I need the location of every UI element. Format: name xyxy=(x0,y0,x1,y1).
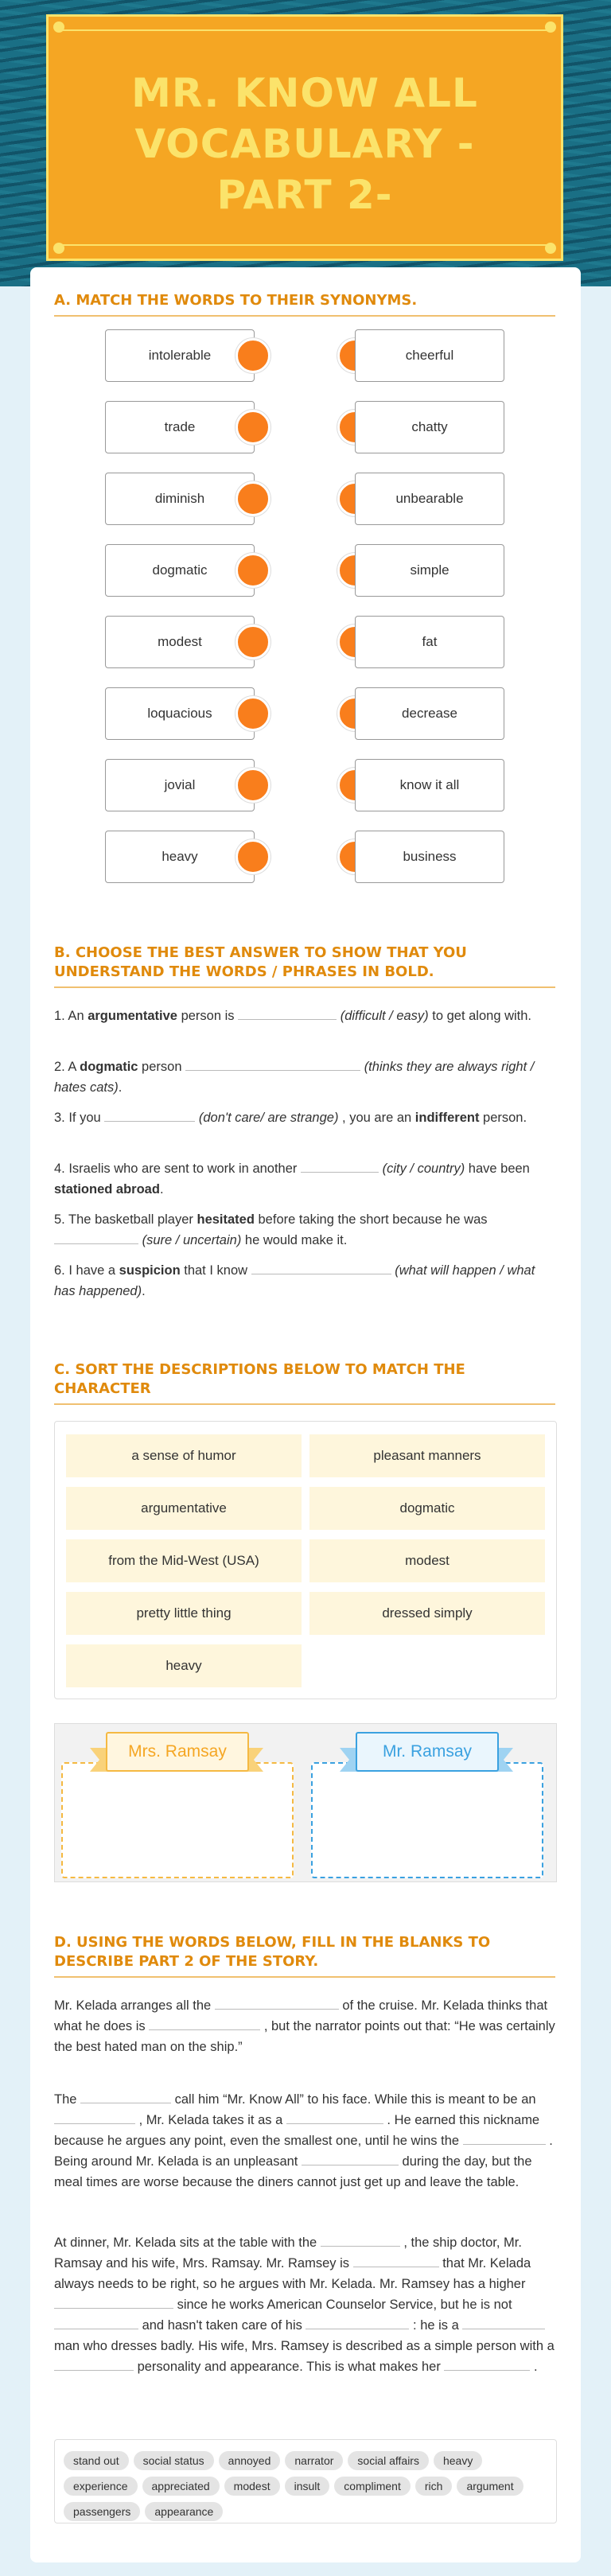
answer-blank[interactable] xyxy=(54,1232,138,1244)
match-right-item[interactable]: decrease xyxy=(355,687,504,740)
story-paragraph-1: Mr. Kelada arranges all the of the cruise. Mr. Kelada thinks that what he does is , but the narrator points out that: “He was certainly the best hated man on the ship.” xyxy=(54,1998,555,2054)
corner-dot xyxy=(53,21,64,33)
match-left-item[interactable]: jovial xyxy=(105,759,255,811)
word-chip[interactable]: argument xyxy=(457,2477,523,2496)
answer-blank[interactable] xyxy=(462,2317,545,2329)
match-connector-dot[interactable] xyxy=(235,839,270,874)
title-bottom-rule xyxy=(61,244,548,246)
match-connector-dot[interactable] xyxy=(235,481,270,516)
word-chip[interactable]: social affairs xyxy=(348,2451,429,2470)
corner-dot xyxy=(545,21,556,33)
answer-blank[interactable] xyxy=(238,1008,337,1020)
sort-item[interactable]: pretty little thing xyxy=(66,1592,302,1635)
answer-blank[interactable] xyxy=(185,1059,360,1071)
answer-blank[interactable] xyxy=(306,2317,409,2329)
sort-item[interactable]: dressed simply xyxy=(309,1592,545,1635)
sort-item[interactable]: argumentative xyxy=(66,1487,302,1530)
title-card xyxy=(46,14,563,261)
match-left-item[interactable]: modest xyxy=(105,616,255,668)
word-bank xyxy=(54,2439,557,2523)
match-connector-dot[interactable] xyxy=(235,768,270,803)
match-right-item[interactable]: business xyxy=(355,831,504,883)
answer-blank[interactable] xyxy=(54,2297,173,2309)
match-left-item[interactable]: trade xyxy=(105,401,255,453)
match-left-item[interactable]: intolerable xyxy=(105,329,255,382)
question-5: 5. The basketball player hesitated before taking the short because he was (sure / uncertain) he would make it. xyxy=(54,1212,488,1247)
answer-blank[interactable] xyxy=(54,2112,135,2124)
match-connector-dot[interactable] xyxy=(235,553,270,588)
match-right-item[interactable]: unbearable xyxy=(355,473,504,525)
match-right-item[interactable]: chatty xyxy=(355,401,504,453)
word-chip[interactable]: rich xyxy=(415,2477,453,2496)
category-label-mrs-ramsay: Mrs. Ramsay xyxy=(106,1732,249,1772)
match-left-item[interactable]: loquacious xyxy=(105,687,255,740)
word-chip[interactable]: heavy xyxy=(434,2451,482,2470)
page-title: MR. KNOW ALL VOCABULARY -PART 2- xyxy=(131,70,478,218)
question-6: 6. I have a suspicion that I know (what will happen / what has happened). xyxy=(54,1263,535,1298)
question-3: 3. If you (don't care/ are strange) , you are an indifferent person. xyxy=(54,1111,527,1125)
story-paragraph-3: At dinner, Mr. Kelada sits at the table with the , the ship doctor, Mr. Ramsay and his wife, Mrs. Ramsay. Mr. Ramsey is that Mr. Kelada always needs to be right, so he argues with Mr. Kelada. Mr. Ramsey has a higher since he works American Counselor Service, but he is not and hasn't taken care of his : he is a man who dresses badly. His wife, Mrs. Ramsey is described as a simple person with a personality and appearance. This is what makes her . xyxy=(54,2236,555,2374)
question-2: 2. A dogmatic person (thinks they are always right / hates cats). xyxy=(54,1060,535,1095)
word-chip[interactable]: narrator xyxy=(285,2451,343,2470)
answer-blank[interactable] xyxy=(54,2359,134,2371)
word-chip[interactable]: passengers xyxy=(64,2502,140,2521)
question-1: 1. An argumentative person is (difficult / easy) to get along with. xyxy=(54,1009,532,1023)
match-right-item[interactable]: fat xyxy=(355,616,504,668)
section-a-heading: A. MATCH THE WORDS TO THEIR SYNONYMS. xyxy=(54,291,555,317)
sort-item[interactable]: from the Mid-West (USA) xyxy=(66,1539,302,1582)
answer-blank[interactable] xyxy=(80,2092,171,2103)
story-paragraph-2: The call him “Mr. Know All” to his face. While this is meant to be an , Mr. Kelada takes it as a . He earned this nickname because he argues any point, even the smallest one, until he wins the . Being around Mr. Kelada is an unpleasant during the day, but the meal times are worse because the diners cannot just get up and leave the table. xyxy=(54,2092,553,2189)
sort-item[interactable]: modest xyxy=(309,1539,545,1582)
category-panel xyxy=(54,1723,557,1882)
word-chip[interactable]: insult xyxy=(285,2477,330,2496)
category-label-mr-ramsay: Mr. Ramsay xyxy=(356,1732,499,1772)
answer-blank[interactable] xyxy=(286,2112,383,2124)
title-top-rule xyxy=(61,29,548,31)
word-chip[interactable]: experience xyxy=(64,2477,138,2496)
question-4: 4. Israelis who are sent to work in another (city / country) have been stationed abroad. xyxy=(54,1162,530,1197)
match-left-item[interactable]: dogmatic xyxy=(105,544,255,597)
answer-blank[interactable] xyxy=(302,2154,399,2165)
match-left-item[interactable]: diminish xyxy=(105,473,255,525)
sort-item[interactable]: heavy xyxy=(66,1644,302,1687)
answer-blank[interactable] xyxy=(149,2018,260,2030)
answer-blank[interactable] xyxy=(321,2235,400,2247)
worksheet-body xyxy=(30,267,581,2562)
answer-blank[interactable] xyxy=(251,1263,391,1274)
word-chip[interactable]: appreciated xyxy=(142,2477,220,2496)
section-c-heading: C. SORT THE DESCRIPTIONS BELOW TO MATCH THE CHARACTER xyxy=(54,1360,555,1405)
match-connector-dot[interactable] xyxy=(235,338,270,373)
match-right-item[interactable]: simple xyxy=(355,544,504,597)
match-right-item[interactable]: know it all xyxy=(355,759,504,811)
answer-blank[interactable] xyxy=(444,2359,530,2371)
drop-zone-mr-ramsay[interactable] xyxy=(311,1762,543,1878)
sort-items-panel xyxy=(54,1421,557,1699)
section-b-heading: B. CHOOSE THE BEST ANSWER TO SHOW THAT YOU UNDERSTAND THE WORDS / PHRASES IN BOLD. xyxy=(54,944,555,988)
drop-zone-mrs-ramsay[interactable] xyxy=(61,1762,294,1878)
word-chip[interactable]: modest xyxy=(224,2477,280,2496)
match-connector-dot[interactable] xyxy=(235,625,270,660)
answer-blank[interactable] xyxy=(301,1161,379,1173)
word-chip[interactable]: stand out xyxy=(64,2451,129,2470)
match-right-item[interactable]: cheerful xyxy=(355,329,504,382)
corner-dot xyxy=(545,243,556,254)
word-chip[interactable]: compliment xyxy=(334,2477,411,2496)
answer-blank[interactable] xyxy=(215,1998,339,2010)
answer-blank[interactable] xyxy=(353,2255,439,2267)
answer-blank[interactable] xyxy=(463,2133,546,2145)
word-chip[interactable]: social status xyxy=(134,2451,214,2470)
word-chip[interactable]: annoyed xyxy=(219,2451,281,2470)
answer-blank[interactable] xyxy=(54,2317,138,2329)
corner-dot xyxy=(53,243,64,254)
word-chip[interactable]: appearance xyxy=(145,2502,223,2521)
sort-item[interactable]: dogmatic xyxy=(309,1487,545,1530)
section-d-heading: D. USING THE WORDS BELOW, FILL IN THE BLANKS TO DESCRIBE PART 2 OF THE STORY. xyxy=(54,1933,555,1978)
match-left-item[interactable]: heavy xyxy=(105,831,255,883)
sort-item[interactable]: a sense of humor xyxy=(66,1434,302,1477)
answer-blank[interactable] xyxy=(104,1110,195,1122)
match-connector-dot[interactable] xyxy=(235,696,270,731)
match-connector-dot[interactable] xyxy=(235,410,270,445)
sort-item[interactable]: pleasant manners xyxy=(309,1434,545,1477)
